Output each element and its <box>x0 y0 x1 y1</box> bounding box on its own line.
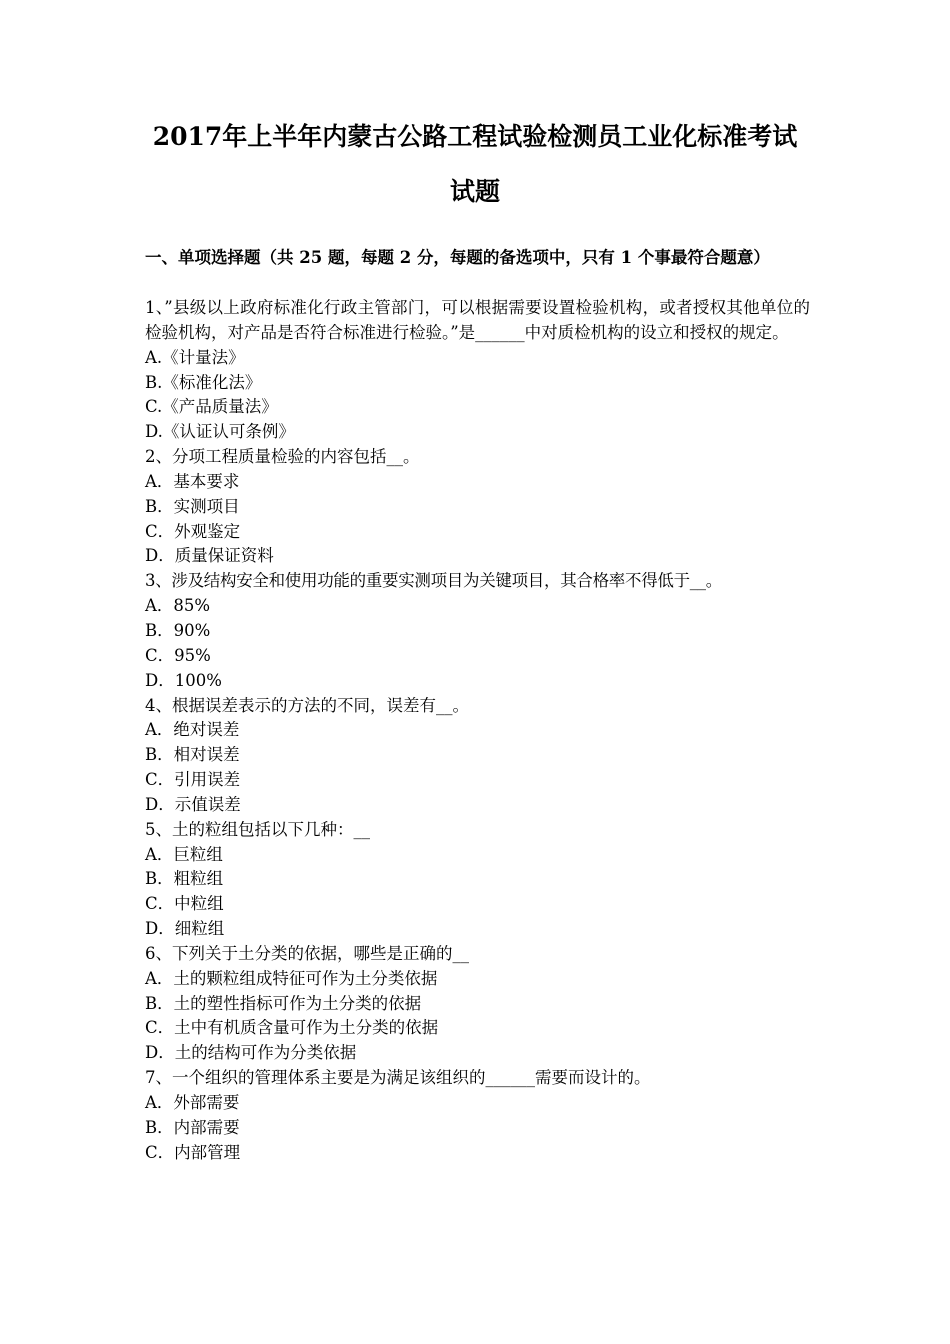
answer-option: A．外部需要 <box>145 1093 240 1112</box>
answer-option: D．示值误差 <box>145 794 241 814</box>
question-stem: 4、根据误差表示的方法的不同，误差有__。 <box>145 695 469 715</box>
answer-option: C.《产品质量法》 <box>145 397 278 417</box>
answer-option: C．内部管理 <box>145 1142 241 1162</box>
answer-option: A.《计量法》 <box>145 347 245 367</box>
answer-option: D.《认证认可条例》 <box>145 422 295 442</box>
answer-option: A．基本要求 <box>145 471 240 491</box>
answer-option: B．土的塑性指标可作为土分类的依据 <box>145 993 422 1013</box>
question-stem: 5、土的粒组包括以下几种：__ <box>145 819 370 839</box>
question-stem: 1、”县级以上政府标准化行政主管部门，可以根据需要设置检验机构，或者授权其他单位的检验机构，对产品是否符合标准进行检验。”是______中对质检机构的设立和授权的规定。 <box>145 298 810 342</box>
question-stem: 3、涉及结构安全和使用功能的重要实测项目为关键项目，其合格率不得低于__。 <box>145 571 722 591</box>
question-stem: 2、分项工程质量检验的内容包括__。 <box>145 447 420 467</box>
answer-option: C．土中有机质含量可作为土分类的依据 <box>145 1018 439 1038</box>
answer-option: B．粗粒组 <box>145 869 224 889</box>
answer-option: C．中粒组 <box>145 894 224 914</box>
answer-option: A．绝对误差 <box>145 720 240 740</box>
answer-option: D．质量保证资料 <box>145 546 274 566</box>
document-title: 2017年上半年内蒙古公路工程试验检测员工业化标准考试 <box>152 122 798 151</box>
answer-option: B．实测项目 <box>145 496 240 516</box>
question-list <box>145 296 810 1166</box>
question-stem: 6、下列关于土分类的依据，哪些是正确的__ <box>145 943 469 963</box>
section-heading: 一、单项选择题（共 25 题，每题 2 分，每题的备选项中，只有 1 个事最符合题意） <box>145 248 770 267</box>
document-title-continued: 试题 <box>449 177 500 206</box>
answer-option: C．引用误差 <box>145 770 241 790</box>
answer-option: B．相对误差 <box>145 745 240 765</box>
answer-option: C．95% <box>145 645 211 665</box>
answer-option: A．巨粒组 <box>145 844 223 864</box>
answer-option: B．内部需要 <box>145 1117 240 1137</box>
answer-option: D．土的结构可作为分类依据 <box>145 1043 357 1063</box>
answer-option: C．外观鉴定 <box>145 521 241 541</box>
answer-option: D．100% <box>145 670 222 690</box>
answer-option: D．细粒组 <box>145 919 225 939</box>
answer-option: B．90% <box>145 620 211 640</box>
question-stem: 7、一个组织的管理体系主要是为满足该组织的______需要而设计的。 <box>145 1068 651 1088</box>
answer-option: A．85% <box>145 596 211 616</box>
answer-option: B.《标准化法》 <box>145 372 262 392</box>
answer-option: A．土的颗粒组成特征可作为土分类依据 <box>145 968 438 988</box>
